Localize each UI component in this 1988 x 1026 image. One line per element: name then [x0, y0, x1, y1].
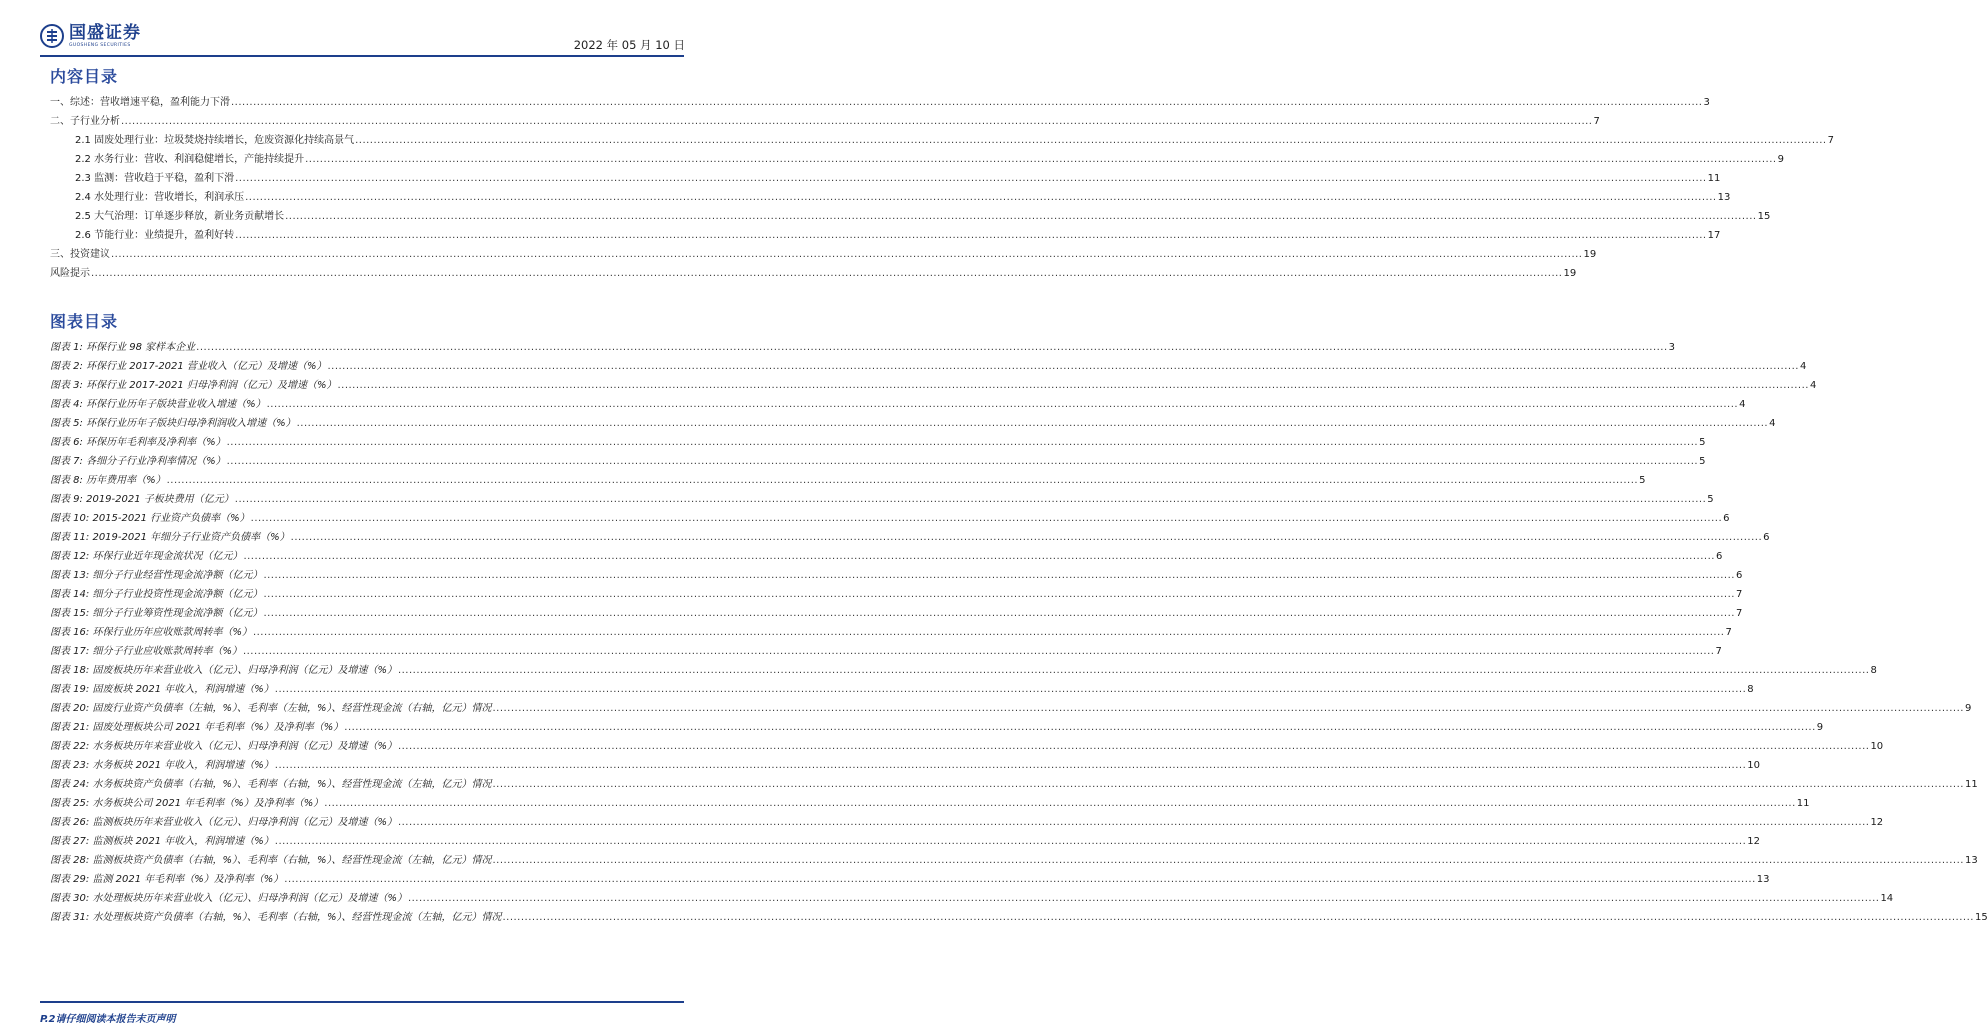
toc-entry[interactable]: [50, 338, 1676, 357]
toc-entry-page: 13: [1964, 855, 1978, 866]
toc-entry[interactable]: [50, 870, 1770, 889]
toc-entry-page: 11: [1796, 798, 1810, 809]
dot-leader: ................................................................................................................................................................................................................................................................................................................................................................................................................: [397, 665, 1870, 676]
toc-entry-label: 图表 6: 环保历年毛利率及净利率（%）: [50, 437, 226, 448]
dot-leader: ................................................................................................................................................................................................................................................................................................................................................................................................................: [344, 722, 1816, 733]
toc-entry-page: 7: [1735, 608, 1743, 619]
toc-entry-page: 5: [1699, 437, 1706, 448]
toc-entry[interactable]: [50, 737, 1884, 756]
toc-entry-label: 图表 16: 环保行业历年应收账款周转率（%）: [50, 627, 252, 638]
toc-entry-label: 图表 4: 环保行业历年子版块营业收入增速（%）: [50, 399, 266, 410]
toc-entry-page: 11: [1707, 173, 1721, 184]
dot-leader: ................................................................................................................................................................................................................................................................................................................................................................................................................: [196, 342, 1668, 353]
dot-leader: ................................................................................................................................................................................................................................................................................................................................................................................................................: [263, 570, 1735, 581]
toc-entry[interactable]: [50, 699, 1972, 718]
toc-entry-page: 10: [1870, 741, 1884, 752]
toc-entry-page: 7: [1827, 135, 1834, 146]
toc-entry-label: 2.3 监测：营收趋于平稳，盈利下滑: [75, 173, 235, 184]
toc-entry-page: 5: [1707, 494, 1714, 505]
toc-entry-page: 6: [1723, 513, 1730, 524]
toc-entry-label: 图表 14: 细分子行业投资性现金流净额（亿元）: [50, 589, 263, 600]
toc-entry[interactable]: [50, 245, 1597, 264]
toc-entry[interactable]: [50, 623, 1732, 642]
toc-entry-label: 二、子行业分析: [50, 116, 120, 127]
toc-entry[interactable]: [50, 150, 1784, 169]
dot-leader: ................................................................................................................................................................................................................................................................................................................................................................................................................: [91, 268, 1563, 279]
dot-leader: ................................................................................................................................................................................................................................................................................................................................................................................................................: [492, 703, 1964, 714]
toc-entry[interactable]: [50, 528, 1770, 547]
toc-entry[interactable]: [50, 604, 1743, 623]
footer-disclaimer: P.2请仔细阅读本报告末页声明: [40, 1014, 176, 1025]
toc-entry[interactable]: [50, 490, 1714, 509]
page-header: [0, 0, 724, 58]
dot-leader: ................................................................................................................................................................................................................................................................................................................................................................................................................: [111, 249, 1583, 260]
toc-entry-page: 3: [1703, 97, 1710, 108]
toc-entry[interactable]: [50, 93, 1710, 112]
toc-entry-page: 7: [1715, 646, 1722, 657]
dot-leader: ................................................................................................................................................................................................................................................................................................................................................................................................................: [235, 230, 1707, 241]
toc-entry[interactable]: [50, 357, 1807, 376]
dot-leader: ................................................................................................................................................................................................................................................................................................................................................................................................................: [397, 817, 1870, 828]
dot-leader: ................................................................................................................................................................................................................................................................................................................................................................................................................: [337, 380, 1809, 391]
toc-entry-label: 图表 29: 监测 2021 年毛利率（%）及净利率（%）: [50, 874, 284, 885]
report-date: 2022 年 05 月 10 日: [573, 38, 685, 52]
dot-leader: ................................................................................................................................................................................................................................................................................................................................................................................................................: [327, 361, 1799, 372]
toc-entry-label: 图表 1: 环保行业 98 家样本企业: [50, 342, 196, 353]
toc-entry-label: 图表 2: 环保行业 2017-2021 营业收入（亿元）及增速（%）: [50, 361, 327, 372]
toc-entry-label: 图表 24: 水务板块资产负债率（右轴，%）、毛利率（右轴，%）、经营性现金流（左轴，亿元）情况: [50, 779, 492, 790]
toc-entry-label: 2.1 固废处理行业：垃圾焚烧持续增长，危废资源化持续高景气: [75, 135, 355, 146]
toc-entry-label: 图表 9: 2019-2021 子板块费用（亿元）: [50, 494, 234, 505]
toc-entry-page: 5: [1699, 456, 1706, 467]
toc-entry[interactable]: [50, 376, 1817, 395]
toc-entry-page: 7: [1725, 627, 1732, 638]
toc-entry-label: 2.6 节能行业：业绩提升，盈利好转: [75, 230, 235, 241]
dot-leader: ................................................................................................................................................................................................................................................................................................................................................................................................................: [263, 608, 1735, 619]
toc-entry-page: 19: [1583, 249, 1597, 260]
header-divider: [40, 55, 684, 57]
company-logo: [40, 24, 141, 49]
toc-entry-label: 图表 23: 水务板块 2021 年收入，利润增速（%）: [50, 760, 274, 771]
toc-entry-page: 15: [1757, 211, 1771, 222]
toc-entry-label: 图表 5: 环保行业历年子版块归母净利润收入增速（%）: [50, 418, 296, 429]
toc-entry[interactable]: [50, 207, 1771, 226]
dot-leader: ................................................................................................................................................................................................................................................................................................................................................................................................................: [250, 513, 1723, 524]
toc-entry-page: 4: [1739, 399, 1746, 410]
dot-leader: ................................................................................................................................................................................................................................................................................................................................................................................................................: [226, 456, 1699, 467]
brand-name: 国盛证券: [69, 23, 141, 43]
toc-entry[interactable]: [50, 112, 1600, 131]
toc-entry-label: 图表 25: 水务板块公司 2021 年毛利率（%）及净利率（%）: [50, 798, 324, 809]
toc-entry-label: 一、综述：营收增速平稳，盈利能力下滑: [50, 97, 230, 108]
toc-entry-label: 图表 3: 环保行业 2017-2021 归母净利润（亿元）及增速（%）: [50, 380, 337, 391]
toc-entry-label: 图表 18: 固废板块历年来营业收入（亿元）、归母净利润（亿元）及增速（%）: [50, 665, 397, 676]
toc-entry-label: 图表 28: 监测板块资产负债率（右轴，%）、毛利率（右轴，%）、经营性现金流（左轴，亿元）情况: [50, 855, 492, 866]
toc-entry[interactable]: [50, 889, 1894, 908]
dot-leader: ................................................................................................................................................................................................................................................................................................................................................................................................................: [324, 798, 1796, 809]
dot-leader: ................................................................................................................................................................................................................................................................................................................................................................................................................: [296, 418, 1769, 429]
dot-leader: ................................................................................................................................................................................................................................................................................................................................................................................................................: [234, 494, 1707, 505]
toc-entry[interactable]: [50, 395, 1746, 414]
toc-entry[interactable]: [50, 813, 1884, 832]
toc-entry-page: 8: [1870, 665, 1877, 676]
toc-entry-page: 7: [1593, 116, 1600, 127]
dot-leader: ................................................................................................................................................................................................................................................................................................................................................................................................................: [231, 97, 1703, 108]
toc-entry-label: 图表 20: 固废行业资产负债率（左轴，%）、毛利率（左轴，%）、经营性现金流（右轴，亿元）情况: [50, 703, 492, 714]
toc-entry[interactable]: [50, 131, 1834, 150]
toc-entry-label: 图表 7: 各细分子行业净利率情况（%）: [50, 456, 226, 467]
toc-entry[interactable]: [50, 547, 1723, 566]
toc-entry[interactable]: [50, 414, 1776, 433]
dot-leader: ................................................................................................................................................................................................................................................................................................................................................................................................................: [266, 399, 1739, 410]
dot-leader: ................................................................................................................................................................................................................................................................................................................................................................................................................: [285, 211, 1757, 222]
toc-entry-label: 图表 8: 历年费用率（%）: [50, 475, 166, 486]
toc-entry-page: 7: [1735, 589, 1743, 600]
toc-entry-page: 14: [1880, 893, 1894, 904]
dot-leader: ................................................................................................................................................................................................................................................................................................................................................................................................................: [305, 154, 1777, 165]
toc-entry[interactable]: [50, 188, 1731, 207]
toc-entry-label: 图表 11: 2019-2021 年细分子行业资产负债率（%）: [50, 532, 290, 543]
dot-leader: ................................................................................................................................................................................................................................................................................................................................................................................................................: [492, 779, 1964, 790]
toc-entry-page: 6: [1763, 532, 1770, 543]
dot-leader: ................................................................................................................................................................................................................................................................................................................................................................................................................: [263, 589, 1735, 600]
dot-leader: ................................................................................................................................................................................................................................................................................................................................................................................................................: [502, 912, 1974, 923]
dot-leader: ................................................................................................................................................................................................................................................................................................................................................................................................................: [274, 684, 1747, 695]
toc-entry[interactable]: [50, 264, 1577, 283]
toc-entry-page: 3: [1668, 342, 1676, 353]
toc-entry-label: 图表 27: 监测板块 2021 年收入，利润增速（%）: [50, 836, 274, 847]
dot-leader: ................................................................................................................................................................................................................................................................................................................................................................................................................: [235, 173, 1707, 184]
toc-entry[interactable]: [50, 585, 1743, 604]
toc-entry-page: 5: [1639, 475, 1646, 486]
toc-entry[interactable]: [50, 851, 1978, 870]
dot-leader: ................................................................................................................................................................................................................................................................................................................................................................................................................: [121, 116, 1593, 127]
toc-entry-label: 图表 22: 水务板块历年来营业收入（亿元）、归母净利润（亿元）及增速（%）: [50, 741, 397, 752]
toc-entry-page: 6: [1735, 570, 1743, 581]
toc-entry[interactable]: [50, 452, 1706, 471]
toc-entry-page: 17: [1707, 230, 1721, 241]
dot-leader: ................................................................................................................................................................................................................................................................................................................................................................................................................: [274, 760, 1747, 771]
toc-entry[interactable]: [50, 718, 1824, 737]
toc-entry-page: 11: [1964, 779, 1978, 790]
toc-entry[interactable]: [50, 471, 1646, 490]
toc-entry[interactable]: [50, 509, 1730, 528]
dot-leader: ................................................................................................................................................................................................................................................................................................................................................................................................................: [290, 532, 1763, 543]
toc-entry-page: 4: [1809, 380, 1817, 391]
toc-entry-page: 9: [1777, 154, 1784, 165]
dot-leader: ................................................................................................................................................................................................................................................................................................................................................................................................................: [243, 551, 1715, 562]
toc-entry[interactable]: [50, 566, 1743, 585]
dot-leader: ................................................................................................................................................................................................................................................................................................................................................................................................................: [242, 646, 1715, 657]
toc-entry[interactable]: [50, 433, 1706, 452]
toc-entry-page: 12: [1870, 817, 1884, 828]
toc-entry-page: 15: [1974, 912, 1988, 923]
brand-name-en: GUOSHENG SECURITIES: [69, 43, 131, 48]
toc-entry-label: 2.4 水处理行业：营收增长，利润承压: [75, 192, 245, 203]
toc-entry-label: 2.5 大气治理：订单逐步释放，新业务贡献增长: [75, 211, 285, 222]
figures-list: [50, 338, 1988, 927]
toc-entry-page: 9: [1964, 703, 1972, 714]
toc-entry[interactable]: [50, 226, 1721, 245]
toc-entry[interactable]: [50, 794, 1810, 813]
toc-entry-label: 图表 10: 2015-2021 行业资产负债率（%）: [50, 513, 250, 524]
toc-entry-label: 图表 13: 细分子行业经营性现金流净额（亿元）: [50, 570, 263, 581]
toc-entry-label: 图表 19: 固废板块 2021 年收入，利润增速（%）: [50, 684, 274, 695]
toc-entry-page: 9: [1816, 722, 1824, 733]
dot-leader: ................................................................................................................................................................................................................................................................................................................................................................................................................: [226, 437, 1699, 448]
toc-entry[interactable]: [50, 642, 1722, 661]
toc-entry-label: 图表 26: 监测板块历年来营业收入（亿元）、归母净利润（亿元）及增速（%）: [50, 817, 397, 828]
toc-entry-page: 4: [1799, 361, 1807, 372]
toc-entry[interactable]: [50, 169, 1721, 188]
toc-entry-label: 图表 30: 水处理板块历年来营业收入（亿元）、归母净利润（亿元）及增速（%）: [50, 893, 407, 904]
toc-entry-label: 风险提示: [50, 268, 90, 279]
toc-entry-page: 4: [1769, 418, 1776, 429]
toc-entry-page: 12: [1747, 836, 1760, 847]
toc-entry-label: 图表 17: 细分子行业应收账款周转率（%）: [50, 646, 242, 657]
toc-entry-page: 10: [1747, 760, 1760, 771]
toc-entry[interactable]: [50, 908, 1988, 927]
toc-entry-label: 2.2 水务行业：营收、利润稳健增长，产能持续提升: [75, 154, 305, 165]
guosheng-logo-icon: [40, 24, 64, 48]
contents-list: [50, 93, 1834, 283]
dot-leader: ................................................................................................................................................................................................................................................................................................................................................................................................................: [166, 475, 1639, 486]
figures-title: 图表目录: [50, 312, 119, 331]
toc-entry-label: 三、投资建议: [50, 249, 110, 260]
toc-entry-label: 图表 15: 细分子行业筹资性现金流净额（亿元）: [50, 608, 263, 619]
toc-entry[interactable]: [50, 661, 1877, 680]
contents-title: 内容目录: [50, 67, 119, 86]
toc-entry-page: 19: [1563, 268, 1577, 279]
dot-leader: ................................................................................................................................................................................................................................................................................................................................................................................................................: [492, 855, 1964, 866]
dot-leader: ................................................................................................................................................................................................................................................................................................................................................................................................................: [397, 741, 1870, 752]
dot-leader: ................................................................................................................................................................................................................................................................................................................................................................................................................: [252, 627, 1725, 638]
dot-leader: ................................................................................................................................................................................................................................................................................................................................................................................................................: [284, 874, 1756, 885]
toc-entry-label: 图表 12: 环保行业近年现金流状况（亿元）: [50, 551, 243, 562]
dot-leader: ................................................................................................................................................................................................................................................................................................................................................................................................................: [245, 192, 1717, 203]
page-footer: [40, 1001, 684, 1026]
toc-entry[interactable]: [50, 832, 1760, 851]
toc-entry-page: 13: [1717, 192, 1731, 203]
toc-entry[interactable]: [50, 756, 1760, 775]
dot-leader: ................................................................................................................................................................................................................................................................................................................................................................................................................: [355, 135, 1827, 146]
toc-entry[interactable]: [50, 680, 1754, 699]
toc-entry-page: 8: [1747, 684, 1754, 695]
toc-entry[interactable]: [50, 775, 1978, 794]
dot-leader: ................................................................................................................................................................................................................................................................................................................................................................................................................: [274, 836, 1747, 847]
toc-entry-label: 图表 31: 水处理板块资产负债率（右轴，%）、毛利率（右轴，%）、经营性现金流（左轴，亿元）情况: [50, 912, 502, 923]
toc-entry-page: 13: [1756, 874, 1770, 885]
dot-leader: ................................................................................................................................................................................................................................................................................................................................................................................................................: [407, 893, 1880, 904]
toc-entry-page: 6: [1715, 551, 1723, 562]
toc-entry-label: 图表 21: 固废处理板块公司 2021 年毛利率（%）及净利率（%）: [50, 722, 344, 733]
